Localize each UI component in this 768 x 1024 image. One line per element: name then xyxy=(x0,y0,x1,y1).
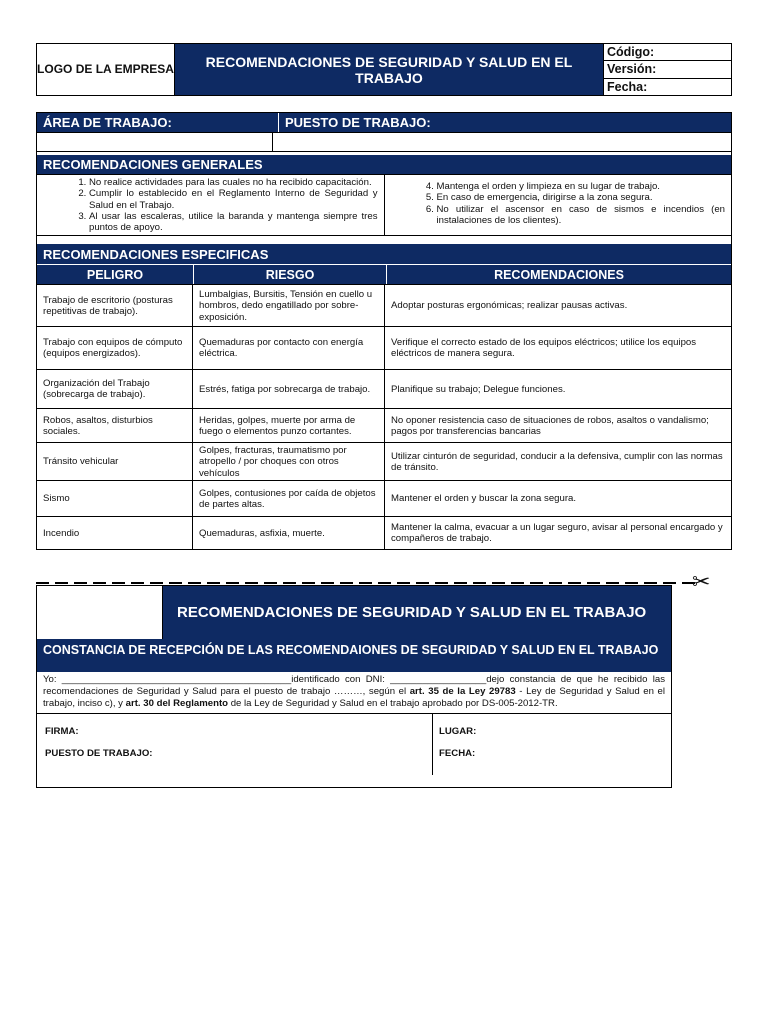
document-codes xyxy=(603,44,731,95)
list-item: 2. Cumplir lo establecido en el Reglamento Interno de Seguridad y Salud en el Trabajo. xyxy=(89,188,378,211)
sign-left-block xyxy=(37,714,433,775)
peligro-cell: Robos, asaltos, disturbios sociales. xyxy=(37,409,193,442)
col-peligro: PELIGRO xyxy=(37,265,194,284)
scissors-icon: ✂ xyxy=(692,569,711,594)
document-header xyxy=(36,43,732,96)
riesgo-cell: Quemaduras, asfixia, muerte. xyxy=(193,517,385,549)
area-label: ÁREA DE TRABAJO: xyxy=(37,113,279,132)
declaration-law: art. 35 de la Ley 29783 xyxy=(409,685,516,697)
col-riesgo: RIESGO xyxy=(194,265,387,284)
recom-cell: Mantener la calma, evacuar a un lugar seguro, avisar al personal encargado y compañeros de trabajo. xyxy=(391,522,723,545)
table-row xyxy=(37,480,731,516)
peligro-cell: Organización del Trabajo (sobrecarga de trabajo). xyxy=(37,370,193,408)
form-title: RECOMENDACIONES DE SEGURIDAD Y SALUD EN EL TRABAJO xyxy=(163,586,671,639)
generales-right-list xyxy=(385,175,732,228)
fecha-label: Fecha: xyxy=(607,79,648,94)
recom-cell: Utilizar cinturón de seguridad, conducir a la defensiva, cumplir con las normas de tránsito. xyxy=(391,450,723,473)
generales-list xyxy=(37,174,731,236)
recom-cell: Mantener el orden y buscar la zona segura. xyxy=(391,493,577,505)
especificas-column-headers xyxy=(37,264,731,284)
peligro-cell: Sismo xyxy=(37,481,193,516)
generales-left-list xyxy=(37,175,384,235)
especificas-heading: RECOMENDACIONES ESPECIFICAS xyxy=(37,244,731,264)
firma-label: FIRMA: xyxy=(45,726,79,738)
declaration-text: de la Ley de Seguridad y Salud en el trabajo aprobado por DS-005-2012-TR. xyxy=(228,697,558,709)
riesgo-cell: Golpes, contusiones por caída de objetos de partes altas. xyxy=(193,481,385,516)
riesgo-cell: Estrés, fatiga por sobrecarga de trabajo. xyxy=(193,370,385,408)
riesgo-cell: Heridas, golpes, muerte por arma de fuego o elementos punzo cortantes. xyxy=(193,409,385,442)
list-item: 4. Mantenga el orden y limpieza en su lugar de trabajo. xyxy=(437,181,726,192)
list-item: 5. En caso de emergencia, dirigirse a la zona segura. xyxy=(437,192,726,203)
puesto-label: PUESTO DE TRABAJO: xyxy=(285,115,431,130)
generales-heading: RECOMENDACIONES GENERALES xyxy=(37,155,731,174)
recom-cell: Adoptar posturas ergonómicas; realizar pausas activas. xyxy=(391,300,628,312)
table-row xyxy=(37,408,731,442)
table-row xyxy=(37,284,731,326)
version-label: Versión: xyxy=(604,61,731,78)
codigo-label: Código: xyxy=(604,44,731,61)
peligro-cell: Incendio xyxy=(37,517,193,549)
main-table xyxy=(36,112,732,550)
peligro-cell: Trabajo de escritorio (posturas repetitivas de trabajo). xyxy=(37,285,193,326)
form-logo-space xyxy=(37,586,163,639)
riesgo-cell: Quemaduras por contacto con energía eléctrica. xyxy=(193,327,385,369)
document-title: RECOMENDACIONES DE SEGURIDAD Y SALUD EN EL TRABAJO xyxy=(175,44,603,95)
col-recomendaciones: RECOMENDACIONES xyxy=(494,267,624,282)
table-row xyxy=(37,516,731,549)
recom-cell: Verifique el correcto estado de los equipos eléctricos; utilice los equipos eléctricos de manera segura. xyxy=(391,337,697,360)
riesgo-cell: Lumbalgias, Bursitis, Tensión en cuello u hombros, dedo engatillado por sobre-exposición. xyxy=(193,285,385,326)
declaration-text: Yo: ___________________________________________identificado con DNI: __________________dejo constancia de que he recibido las recomendaciones de Seguridad y Salud para el puesto de trabajo ………, según el xyxy=(43,674,665,697)
declaration-regulation: art. 30 del Reglamento xyxy=(125,697,229,709)
table-row xyxy=(37,442,731,480)
declaration-text: - Ley de Seguridad y Salud en el trabajo, inciso c), y xyxy=(43,685,665,709)
table-row xyxy=(37,369,731,408)
table-row xyxy=(37,326,731,369)
recom-cell: Planifique su trabajo; Delegue funciones. xyxy=(391,383,566,395)
form-subtitle: CONSTANCIA DE RECEPCIÓN DE LAS RECOMENDAIONES DE SEGURIDAD Y SALUD EN EL TRABAJO xyxy=(37,639,671,672)
puesto-field[interactable] xyxy=(273,132,731,151)
list-item: 6. No utilizar el ascensor en caso de sismos e incendios (en instalaciones de los clientes). xyxy=(437,204,726,227)
riesgo-cell: Golpes, fracturas, traumatismo por atropello / por choques con otros vehículos xyxy=(193,443,385,480)
peligro-cell: Tránsito vehicular xyxy=(37,443,193,480)
recom-cell: No oponer resistencia caso de situaciones de robos, asaltos o vandalismo; pagos por transferencias bancarias xyxy=(391,414,709,437)
sign-right-block xyxy=(433,714,671,775)
list-item: 3. Al usar las escaleras, utilice la baranda y mantenga siempre tres puntos de apoyo. xyxy=(89,211,378,234)
form-declaration xyxy=(37,672,671,714)
list-item: 1. No realice actividades para las cuales no ha recibido capacitación. xyxy=(89,177,378,188)
company-logo-placeholder: LOGO DE LA EMPRESA xyxy=(37,44,175,95)
peligro-cell: Trabajo con equipos de cómputo (equipos energizados). xyxy=(37,327,193,369)
lugar-label: LUGAR: xyxy=(439,726,477,738)
fecha-field-label: FECHA: xyxy=(439,748,476,760)
constancia-form xyxy=(36,585,672,788)
puesto-trabajo-label: PUESTO DE TRABAJO: xyxy=(45,748,153,760)
area-field[interactable] xyxy=(37,132,273,151)
